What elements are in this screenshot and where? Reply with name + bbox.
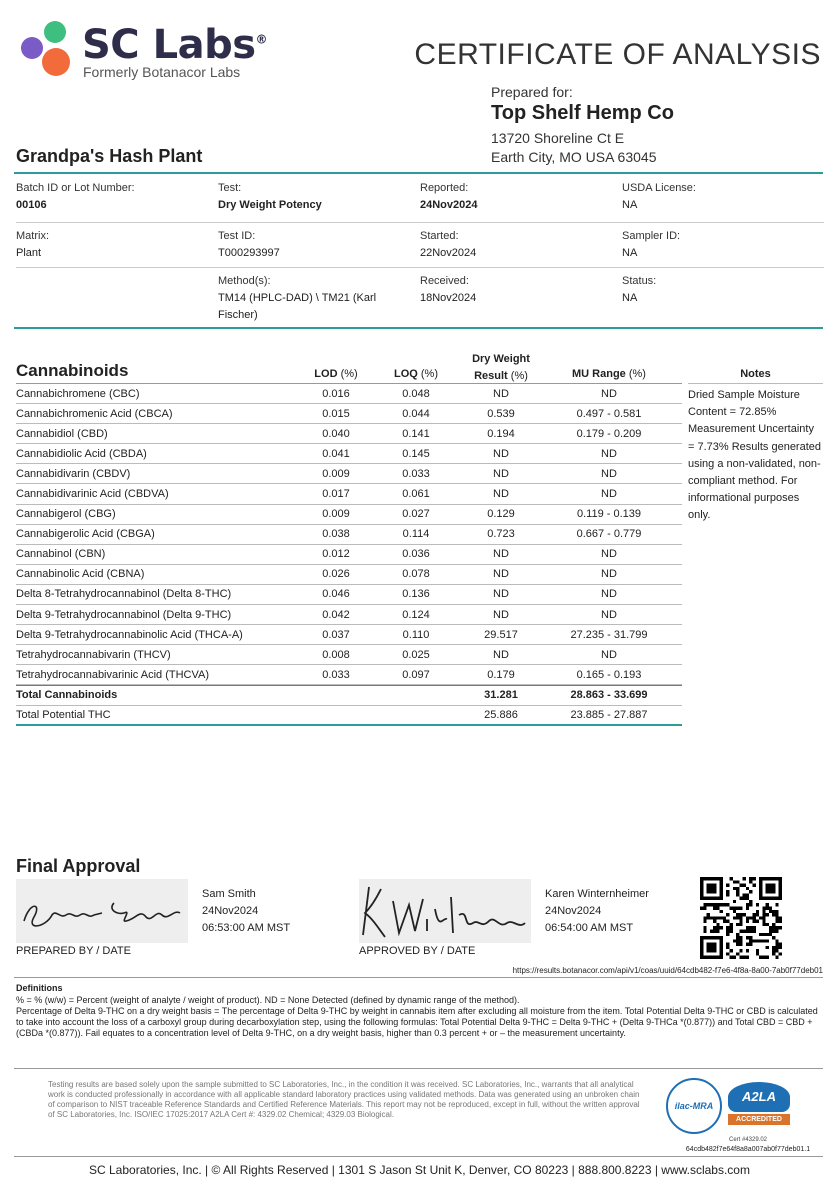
loq-value: 0.033 <box>402 467 430 480</box>
result-value: 0.194 <box>487 427 515 440</box>
loq-value: 0.036 <box>402 548 430 561</box>
total-mu-range: 28.863 - 33.699 <box>570 689 648 702</box>
prepared-for-label: Prepared for: <box>491 84 573 100</box>
info-value: Dry Weight Potency <box>218 199 322 211</box>
cert-id: 64cdb482f7e64f8a8a007ab0f77deb01.1 <box>685 1146 811 1153</box>
lod-value: 0.040 <box>322 427 350 440</box>
info-cell-matrix <box>16 226 218 267</box>
analyte-name: Cannabichromene (CBC) <box>16 387 140 400</box>
mu-range-value: ND <box>601 548 617 561</box>
loq-value: 0.048 <box>402 387 430 400</box>
mu-range-value: 0.667 - 0.779 <box>576 528 642 541</box>
client-name: Top Shelf Hemp Co <box>491 102 674 124</box>
table-row <box>16 565 682 585</box>
info-label: Reported: <box>420 182 469 194</box>
info-cell-usda <box>622 178 824 222</box>
info-cell-started <box>420 226 622 267</box>
mu-range-value: ND <box>601 488 617 501</box>
header-lod: LOD (%) <box>314 368 358 380</box>
info-cell-batch <box>16 178 218 222</box>
mu-range-value: 0.497 - 0.581 <box>576 407 642 420</box>
total-result: 31.281 <box>484 689 518 702</box>
notes-header: Notes <box>688 368 823 384</box>
info-cell-sampler <box>622 226 824 267</box>
prepared-by-name: Sam Smith <box>202 888 256 900</box>
info-value: NA <box>622 199 638 211</box>
total-cannabinoids-row <box>16 685 682 705</box>
mu-range-value: ND <box>601 608 617 621</box>
info-cell-empty <box>16 271 218 328</box>
sc-labs-logo-icon <box>16 20 86 80</box>
info-label: Test: <box>218 182 242 194</box>
info-cell-methods <box>218 271 420 328</box>
loq-value: 0.124 <box>402 608 430 621</box>
result-value: ND <box>493 588 509 601</box>
a2la-accredited-badge-icon: A2LA ACCREDITED <box>728 1082 790 1126</box>
total-name: Total Cannabinoids <box>16 689 118 702</box>
result-value: ND <box>493 387 509 400</box>
document-title: CERTIFICATE OF ANALYSIS <box>414 38 821 71</box>
analyte-name: Cannabinol (CBN) <box>16 548 106 561</box>
result-value: 0.179 <box>487 668 515 681</box>
info-row <box>16 268 824 328</box>
analyte-name: Delta 9-Tetrahydrocannabinolic Acid (THCA-A) <box>16 628 243 641</box>
info-cell-test <box>218 178 420 222</box>
footer-divider <box>14 1156 823 1157</box>
info-row <box>16 223 824 268</box>
prepared-by-time: 06:53:00 AM MST <box>202 922 291 934</box>
potential-thc-mu-range: 23.885 - 27.887 <box>570 708 648 721</box>
info-value: TM14 (HPLC-DAD) \ TM21 (Karl Fischer) <box>218 292 377 321</box>
info-label: Status: <box>622 275 657 287</box>
logo-subtitle: Formerly Botanacor Labs <box>83 64 241 80</box>
prepared-by-date: 24Nov2024 <box>202 905 259 917</box>
lod-value: 0.042 <box>322 608 350 621</box>
approved-by-date: 24Nov2024 <box>545 905 602 917</box>
info-label: Batch ID or Lot Number: <box>16 182 135 194</box>
info-label: Received: <box>420 275 469 287</box>
mu-range-value: ND <box>601 648 617 661</box>
loq-value: 0.110 <box>402 628 430 641</box>
lod-value: 0.012 <box>322 548 350 561</box>
info-label: Method(s): <box>218 275 271 287</box>
approved-by-caption: APPROVED BY / DATE <box>359 945 476 957</box>
result-value: ND <box>493 447 509 460</box>
analyte-name: Cannabidivarin (CBDV) <box>16 467 131 480</box>
lod-value: 0.038 <box>322 528 350 541</box>
header-loq: LOQ (%) <box>393 368 438 380</box>
lod-value: 0.016 <box>322 387 350 400</box>
table-row <box>16 605 682 625</box>
cannabinoids-title: Cannabinoids <box>16 361 129 380</box>
lod-value: 0.008 <box>322 648 350 661</box>
prepared-for-block <box>491 84 821 167</box>
table-row <box>16 424 682 444</box>
prepared-signature-image <box>16 879 188 943</box>
lod-value: 0.041 <box>322 447 350 460</box>
result-value: 0.723 <box>487 528 515 541</box>
info-cell-reported <box>420 178 622 222</box>
analyte-name: Cannabidivarinic Acid (CBDVA) <box>16 488 169 501</box>
analyte-name: Delta 9-Tetrahydrocannabinol (Delta 9-THC) <box>16 608 232 621</box>
result-value: 0.539 <box>487 407 515 420</box>
cert-number: Cert #4329.02 <box>728 1137 768 1143</box>
lod-value: 0.033 <box>322 668 350 681</box>
mu-range-value: ND <box>601 467 617 480</box>
lod-value: 0.009 <box>322 467 350 480</box>
analyte-name: Cannabichromenic Acid (CBCA) <box>16 407 173 420</box>
loq-value: 0.044 <box>402 407 430 420</box>
info-row <box>16 178 824 223</box>
lod-value: 0.017 <box>322 488 350 501</box>
final-approval-title: Final Approval <box>16 856 141 876</box>
mu-range-value: 27.235 - 31.799 <box>570 628 648 641</box>
approved-by-details <box>545 886 649 937</box>
prepared-by-caption: PREPARED BY / DATE <box>16 945 131 957</box>
disclaimer-text: Testing results are based solely upon the sample submitted to SC Laboratories, Inc., in the condition it was received. SC Laboratories, Inc., warrants that all analytical work is conducted professionally in accordance with all applicable standard laboratory practices using validated methods. Data was generated using an unbroken chain of comparison to NIST traceable Reference Standards and Certified Reference Materials. This report may not be reproduced, except in full, without the written approval of SC Laboratories, Inc. ISO/IEC 17025:2017 A2LA Cert #: 4329.02 Chemical; 4329.03 Biological. <box>48 1080 640 1119</box>
info-value: T000293997 <box>218 247 280 259</box>
loq-value: 0.097 <box>402 668 430 681</box>
result-value: ND <box>493 648 509 661</box>
header-divider <box>14 172 823 174</box>
analyte-name: Cannabigerol (CBG) <box>16 508 116 521</box>
analyte-name: Cannabidiolic Acid (CBDA) <box>16 447 147 460</box>
info-value: NA <box>622 247 638 259</box>
logo-wordmark: SC Labs® <box>82 22 268 68</box>
prepared-by-details <box>202 886 290 937</box>
analyte-name: Cannabinolic Acid (CBNA) <box>16 568 145 581</box>
client-address-line1: 13720 Shoreline Ct E <box>491 130 625 146</box>
definitions-title: Definitions <box>16 983 63 993</box>
table-row <box>16 645 682 665</box>
result-value: 29.517 <box>484 628 518 641</box>
table-row <box>16 484 682 504</box>
table-row <box>16 525 682 545</box>
approved-signature-image <box>359 879 531 943</box>
lod-value: 0.046 <box>322 588 350 601</box>
loq-value: 0.136 <box>402 588 430 601</box>
result-value: ND <box>493 608 509 621</box>
definitions-line2: Percentage of Delta 9-THC on a dry weight basis = The percentage of Delta 9-THC by weight in cannabis item after excluding all moisture from the item. Total Potential Delta 9-THC or CBD is calculated to take into account the loss of a carboxyl group during decarboxylation step, using the following formulas: Total Potential Delta 9-THC = Delta 9-THC + (Delta 9-THCa *(0.877)) and Total CBD = CBD + (CBDa *(0.877)). Fail equates to a concentration level of Delta 9-THC, on a dry weight basis, higher than 0.3 percent + or – the measurement uncertainty. <box>16 1006 818 1038</box>
info-value: 18Nov2024 <box>420 292 477 304</box>
analyte-name: Delta 8-Tetrahydrocannabinol (Delta 8-THC) <box>16 588 232 601</box>
info-value: NA <box>622 292 638 304</box>
lod-value: 0.037 <box>322 628 350 641</box>
client-address-line2: Earth City, MO USA 63045 <box>491 149 657 165</box>
mu-range-value: ND <box>601 588 617 601</box>
lod-value: 0.026 <box>322 568 350 581</box>
analyte-name: Tetrahydrocannabivarin (THCV) <box>16 648 171 661</box>
mu-range-value: 0.119 - 0.139 <box>576 508 641 521</box>
definitions-text <box>16 995 826 1039</box>
info-divider <box>14 327 823 329</box>
table-row <box>16 665 682 685</box>
loq-value: 0.027 <box>402 508 430 521</box>
table-row <box>16 384 682 404</box>
approval-divider <box>14 977 823 978</box>
loq-value: 0.114 <box>402 528 430 541</box>
info-value: 22Nov2024 <box>420 247 477 259</box>
analyte-name: Tetrahydrocannabivarinic Acid (THCVA) <box>16 668 209 681</box>
result-value: ND <box>493 548 509 561</box>
total-potential-thc-row <box>16 706 682 726</box>
table-row <box>16 585 682 605</box>
mu-range-value: 0.179 - 0.209 <box>576 427 642 440</box>
loq-value: 0.078 <box>402 568 430 581</box>
result-value: ND <box>493 488 509 501</box>
loq-value: 0.061 <box>402 488 430 501</box>
header-result: Dry Weight Result (%) <box>472 353 530 382</box>
loq-value: 0.141 <box>402 427 430 440</box>
info-label: Matrix: <box>16 230 49 242</box>
analyte-name: Cannabidiol (CBD) <box>16 427 108 440</box>
table-row <box>16 464 682 484</box>
approved-by-time: 06:54:00 AM MST <box>545 922 634 934</box>
result-value: ND <box>493 568 509 581</box>
info-value: Plant <box>16 247 42 259</box>
result-value: ND <box>493 467 509 480</box>
info-label: USDA License: <box>622 182 696 194</box>
info-cell-received <box>420 271 622 328</box>
info-label: Sampler ID: <box>622 230 681 242</box>
table-row <box>16 545 682 565</box>
loq-value: 0.145 <box>402 447 430 460</box>
result-value: 0.129 <box>487 508 515 521</box>
notes-text: Dried Sample Moisture Content = 72.85% Measurement Uncertainty = 7.73% Results generated using a non-validated, non-compliant method. For informational purposes only. <box>688 389 822 522</box>
loq-value: 0.025 <box>402 648 430 661</box>
definitions-line1: % = % (w/w) = Percent (weight of analyte / weight of product). ND = None Detected (defined by dynamic range of the method). <box>16 995 520 1005</box>
potential-thc-result: 25.886 <box>484 708 518 721</box>
ilac-mra-badge-icon: ilac-MRA <box>666 1078 722 1134</box>
table-row <box>16 444 682 464</box>
cannabinoids-table <box>16 384 682 726</box>
table-row <box>16 505 682 525</box>
mu-range-value: ND <box>601 568 617 581</box>
info-label: Started: <box>420 230 459 242</box>
table-row <box>16 404 682 424</box>
lod-value: 0.015 <box>322 407 350 420</box>
potential-thc-name: Total Potential THC <box>16 708 111 721</box>
definitions-divider <box>14 1068 823 1069</box>
product-name: Grandpa's Hash Plant <box>16 146 203 166</box>
results-url[interactable]: https://results.botanacor.com/api/v1/coas/uuid/64cdb482-f7e6-4f8a-8a00-7ab0f77deb01 <box>512 966 823 975</box>
info-value: 24Nov2024 <box>420 199 478 211</box>
analyte-name: Cannabigerolic Acid (CBGA) <box>16 528 155 541</box>
table-row <box>16 625 682 645</box>
footer-text: SC Laboratories, Inc. | © All Rights Reserved | 1301 S Jason St Unit K, Denver, CO 80223 | 888.800.8223 | www.sclabs.com <box>89 1163 750 1177</box>
mu-range-value: ND <box>601 447 617 460</box>
info-label: Test ID: <box>218 230 256 242</box>
approved-by-name: Karen Winternheimer <box>545 888 649 900</box>
sample-info-grid <box>16 178 824 328</box>
header-mu: MU Range (%) <box>572 368 646 380</box>
qr-code-icon[interactable] <box>700 877 782 959</box>
info-value: 00106 <box>16 199 47 211</box>
info-cell-status <box>622 271 824 328</box>
lod-value: 0.009 <box>322 508 350 521</box>
mu-range-value: ND <box>601 387 617 400</box>
info-cell-test-id <box>218 226 420 267</box>
mu-range-value: 0.165 - 0.193 <box>576 668 642 681</box>
